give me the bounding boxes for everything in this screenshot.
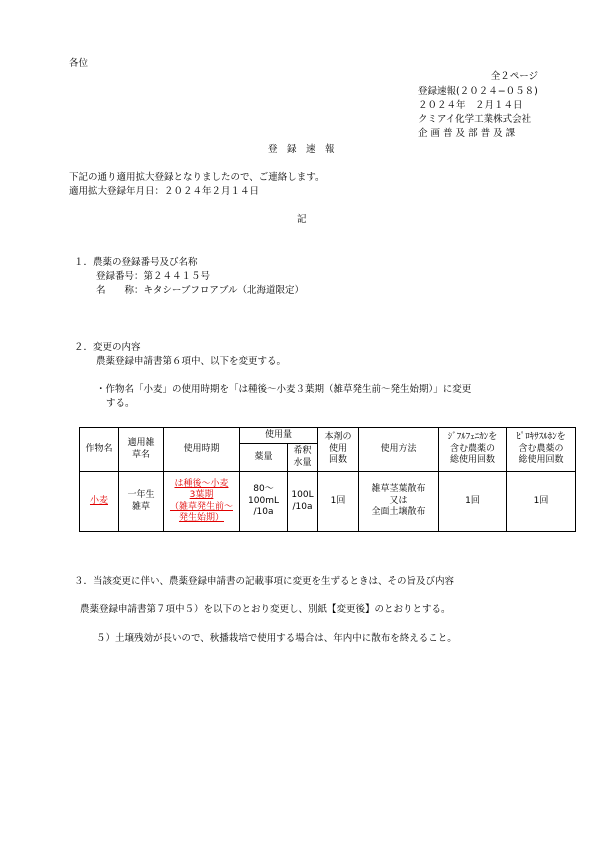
cell-timing: は種後〜小麦 3葉期 （雑草発生前〜 発生始期） xyxy=(164,472,240,532)
registration-number: 登録番号：第２４４１５号 xyxy=(96,271,211,282)
header-method: 使用方法 xyxy=(359,428,439,472)
company-name: クミアイ化学工業株式会社 xyxy=(418,114,532,125)
cell-method: 雑草茎葉散布 又は 全面土壌散布 xyxy=(359,472,439,532)
cell-ingredient-2-total: 1回 xyxy=(507,472,576,532)
section2-heading: ２．変更の内容 xyxy=(74,342,141,353)
header-use-count: 本剤の 使用 回数 xyxy=(318,428,359,472)
header-ingredient-1-total: ｼﾞﾌﾙﾌｪﾆｶﾝを 含む農薬の 総使用回数 xyxy=(439,428,507,472)
table-row xyxy=(80,472,576,532)
section2-line-1: 農薬登録申請書第６項中、以下を変更する。 xyxy=(96,356,287,367)
cell-crop: 小麦 xyxy=(80,472,119,532)
cell-weeds: 一年生 雑草 xyxy=(119,472,164,532)
section2-bullet-cont: する。 xyxy=(106,398,135,409)
ki-mark: 記 xyxy=(297,214,307,225)
section3-line-1: 農薬登録申請書第７項中５）を以下のとおり変更し、別紙【変更後】のとおりとする。 xyxy=(80,604,451,615)
registration-table xyxy=(79,427,576,532)
section2-bullet: ・作物名「小麦」の使用時期を「は種後〜小麦３葉期（雑草発生前〜発生始期）」に変更 xyxy=(96,384,472,395)
header-crop: 作物名 xyxy=(80,428,119,472)
header-chemical-amount: 薬量 xyxy=(240,444,288,472)
doc-number: 登録速報(２０２４−０５８) xyxy=(418,86,538,97)
cell-ingredient-1-total: 1回 xyxy=(439,472,507,532)
section1-heading: １．農薬の登録番号及び名称 xyxy=(74,257,198,268)
issue-date: ２０２４年 ２月１４日 xyxy=(418,100,523,111)
cell-use-count: 1回 xyxy=(318,472,359,532)
intro-line-1: 下記の通り適用拡大登録となりましたので、ご連絡します。 xyxy=(69,172,325,183)
header-weeds: 適用雑 草名 xyxy=(119,428,164,472)
product-name: 名 称：キタシーブフロアブル（北海道限定） xyxy=(96,285,305,296)
header-timing: 使用時期 xyxy=(164,428,240,472)
addressee: 各位 xyxy=(69,58,89,69)
cell-chemical-amount: 80〜 100mL /10a xyxy=(240,472,288,532)
header-usage-amount: 使用量 xyxy=(240,428,318,444)
section3-heading: ３．当該変更に伴い、農薬登録申請書の記載事項に変更を生ずるときは、その旨及び内容 xyxy=(74,576,455,587)
page-info: 全２ページ xyxy=(490,71,538,82)
cell-dilution: 100L /10a xyxy=(288,472,318,532)
header-ingredient-2-total: ﾋﾟﾛｷｻｽﾙﾎﾝを 含む農薬の 総使用回数 xyxy=(507,428,576,472)
intro-line-2: 適用拡大登録年月日：２０２４年２月１４日 xyxy=(69,186,260,197)
department-name: 企 画 普 及 部 普 及 課 xyxy=(418,128,516,139)
section3-item-5: ５）土壌残効が長いので、秋播栽培で使用する場合は、年内中に散布を終えること。 xyxy=(96,633,457,644)
header-dilution: 希釈 水量 xyxy=(288,444,318,472)
doc-title: 登 録 速 報 xyxy=(268,144,335,155)
